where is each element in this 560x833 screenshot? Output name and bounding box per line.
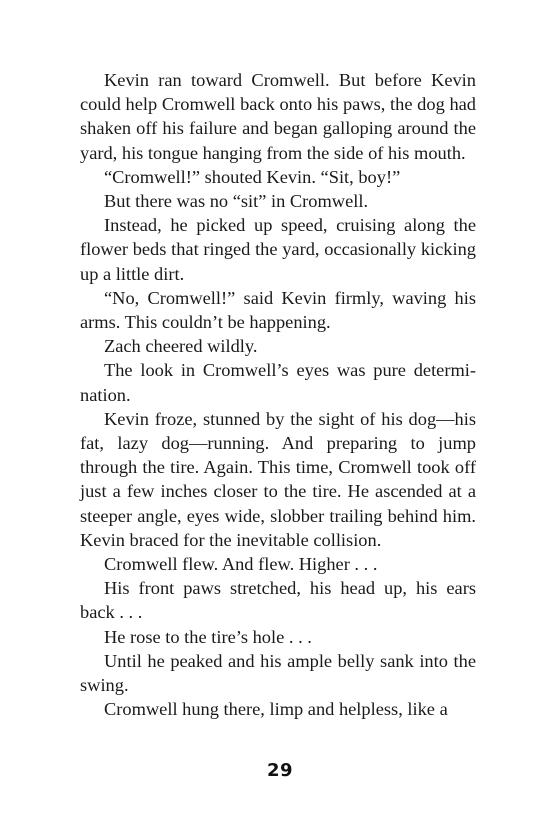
paragraph: His front paws stretched, his head up, his ears back . . . (80, 578, 476, 623)
paragraph: Cromwell hung there, limp and helpless, like a (104, 699, 448, 720)
page-body (80, 68, 476, 721)
paragraph: Zach cheered wildly. (104, 336, 258, 357)
paragraph: Kevin ran toward Cromwell. But before Kevin could help Cromwell back onto his paws, the dog had shaken off his failure and began galloping around the yard, his tongue hanging from the side of his mouth. (80, 70, 476, 163)
paragraph: Until he peaked and his ample belly sank into the swing. (80, 650, 476, 696)
paragraph: But there was no “sit” in Cromwell. (104, 191, 369, 212)
paragraph: The look in Cromwell’s eyes was pure determi-nation. (80, 360, 476, 405)
paragraph: “No, Cromwell!” said Kevin firmly, waving his arms. This couldn’t be happening. (80, 287, 476, 333)
page-number: 29 (266, 760, 294, 781)
paragraph: Kevin froze, stunned by the sight of his dog—his fat, lazy dog—running. And preparing to jump through the tire. Again. This time, Cromwell took off just a few inches closer to the tire. He ascended at a steeper angle, eyes wide, slobber trailing behind him. Kevin braced for the inevitable collision. (80, 408, 476, 550)
paragraph: “Cromwell!” shouted Kevin. “Sit, boy!” (104, 166, 401, 187)
paragraph: He rose to the tire’s hole . . . (104, 626, 312, 647)
paragraph: Cromwell flew. And flew. Higher . . . (104, 554, 378, 575)
paragraph: Instead, he picked up speed, cruising along the flower beds that ringed the yard, occasionally kicking up a little dirt. (80, 215, 476, 284)
